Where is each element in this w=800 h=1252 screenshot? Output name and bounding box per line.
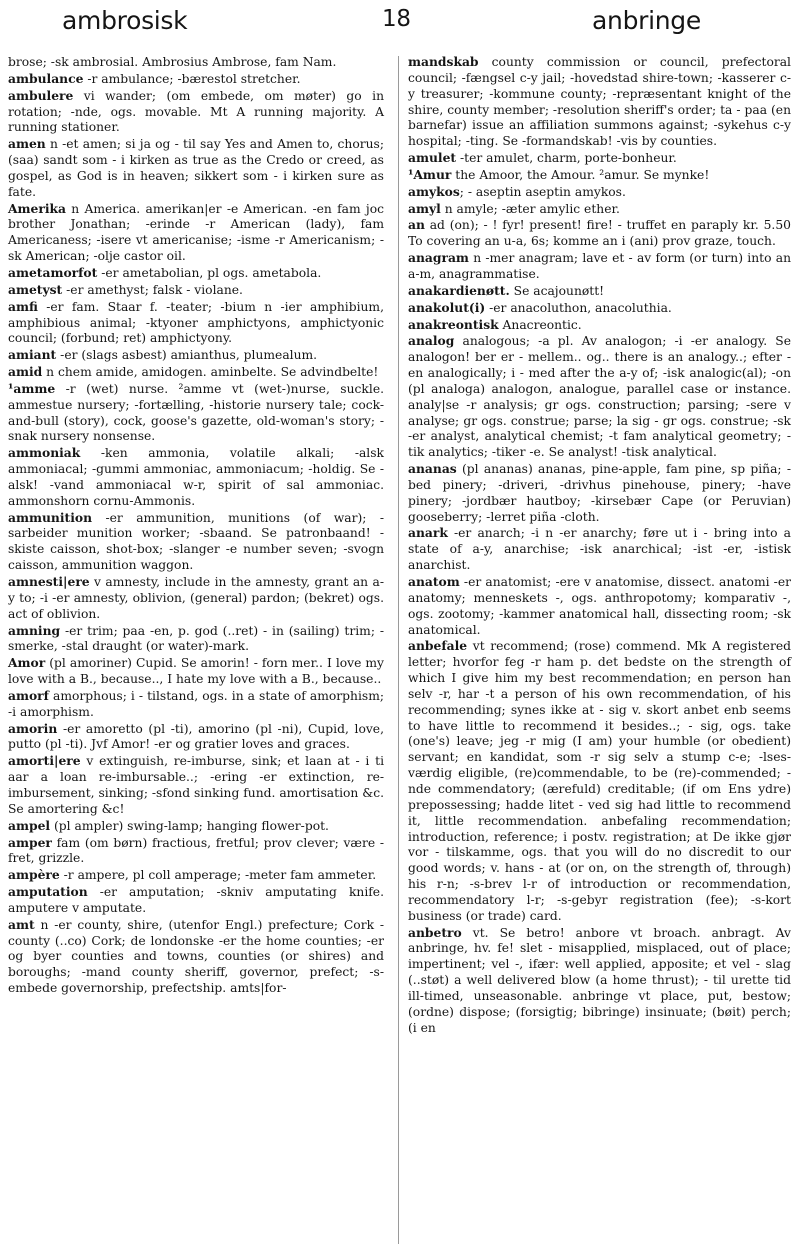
- dictionary-entry: [408, 638, 791, 924]
- entry-text: ; - aseptin aseptin amykos.: [459, 184, 626, 199]
- entry-text: -er amputation; -skniv amputating knife. amputere v amputate.: [8, 885, 384, 915]
- entry-text: n amyle; -æter amylic ether.: [440, 201, 620, 216]
- entry-headword: ¹Amur: [408, 166, 452, 182]
- dictionary-entry: [8, 445, 384, 509]
- entry-headword: Amor: [8, 655, 46, 671]
- entry-headword: an: [408, 217, 425, 233]
- entry-text: vt recommend; (rose) commend. Mk A registered letter; hvorfor feg -r ham p. det bedste on the strength of which I give him my best recommendation; en person han selv -r, har -t a person of his own recommendation, of his recommending; synes ikke at - sig v. skort anbet enb seems to have little to recommend it besides..; - sig, ogs. take (one's) leave; jeg -r mig (I am) your humble (or obedient) servant; en kandidat, som -r sig selv a stump c-e; -lses-værdig eligible, (re)commendable, to be (re)-commended; -nde commendatory; (ærefuld) creditable; (if om Ens ydre) prepossessing; hadde litet - ved sig had little to recommend it, little recommendation. anbefaling recommendation; introduction, reference; i postv. registration; at De ikke gjør vor - tilskamme, ogs. that you will do no discredit to our good words; v. hans - at (or on, on the strength of, through) his r-n; -s-brev l-r of introduction or recommendation, recommendatory l-r; -s-gebyr registration (fee); -s-kort business (or trade) card.: [408, 639, 791, 923]
- entry-text: n America. amerikan|er -e American. -en fam joc brother Jonathan; -erinde -r American (lady), fam Americaness; -isere vt americanise; -isme -r Americanism; -sk American; -olje castor oil.: [8, 201, 384, 264]
- header-page-number: 18: [382, 6, 411, 32]
- entry-headword: ametamorfot: [8, 264, 98, 280]
- dictionary-entry: [8, 88, 384, 137]
- entry-text: -er amethyst; falsk - violane.: [62, 282, 243, 297]
- dictionary-entry: [8, 510, 384, 574]
- dictionary-entry: [8, 54, 384, 71]
- entry-text: -er anarch; -i n -er anarchy; føre ut i - bring into a state of a-y, anarchise; -isk anarchical; -ist -er, -istisk anarchist.: [408, 526, 791, 573]
- dictionary-entry: [408, 461, 791, 525]
- dictionary-entry: [408, 300, 791, 317]
- entry-text: vi wander; (om embede, om møter) go in rotation; -nde, ogs. movable. Mt A running majority. A running stationer.: [8, 88, 384, 135]
- entry-headword: amyl: [408, 200, 441, 216]
- entry-headword: ananas: [408, 461, 457, 477]
- entry-text: -ken ammonia, volatile alkali; -alsk ammoniacal; -gummi ammoniac, ammoniacum; -holdig. Se -alsk! -vand ammoniacal w-r, spirit of sal ammoniac. ammonshorn cornu-Ammonis.: [8, 446, 384, 508]
- dictionary-entry: [8, 753, 384, 817]
- entry-text: -er ammunition, munitions (of war); -sarbeider munition worker; -sbaand. Se patronbaand! -skiste caisson, shot-box; -slanger -e number seven; -svogn caisson, ammunition waggon.: [8, 510, 384, 573]
- dictionary-entry: [408, 201, 791, 218]
- entry-headword: amfi: [8, 298, 38, 314]
- entry-text: -r ambulance; -bærestol stretcher.: [83, 71, 301, 86]
- entry-text: -r ampere, pl coll amperage; -meter fam ammeter.: [59, 868, 377, 883]
- entry-text: -er trim; paa -en, p. god (..ret) - in (sailing) trim; -smerke, -stal draught (or water)-mark.: [8, 623, 384, 654]
- entry-headword: ampel: [8, 817, 51, 833]
- dictionary-entry: [8, 381, 384, 445]
- entry-headword: anbefale: [408, 638, 468, 654]
- dictionary-entry: [8, 574, 384, 623]
- dictionary-entry: [408, 333, 791, 461]
- entry-headword: anatom: [408, 574, 460, 589]
- left-column: [8, 54, 384, 997]
- entry-text: (pl amoriner) Cupid. Se amorin! - forn mer.. I love my love with a B., because.., I hate my love with a B., because..: [8, 656, 384, 687]
- entry-headword: amulet: [408, 150, 457, 166]
- dictionary-entry: [408, 54, 791, 150]
- entry-headword: ambulance: [8, 70, 84, 86]
- entry-text: -r (wet) nurse. ²amme vt (wet-)nurse, suckle. ammestue nursery; -fortælling, -historie nursery tale; cock-and-bull (story), cock, goose's gazette, old-woman's story; -snak nursery nonsense.: [8, 381, 384, 444]
- entry-headword: ammunition: [8, 509, 93, 525]
- entry-text: brose; -sk ambrosial. Ambrosius Ambrose, fam Nam.: [8, 55, 337, 69]
- entry-text: ad (on); - ! fyr! present! fire! - truffet en paraply kr. 5.50 To covering an u-a, 6s; komme an i (ani) prov graze, touch.: [408, 218, 791, 249]
- entry-headword: ampère: [8, 867, 60, 883]
- dictionary-entry: [8, 347, 384, 364]
- dictionary-entry: [408, 217, 791, 250]
- dictionary-entry: [8, 655, 384, 688]
- dictionary-entry: [8, 818, 384, 835]
- dictionary-entry: [8, 299, 384, 348]
- entry-text: -er fam. Staar f. -teater; -bium n -ier amphibium, amphibious animal; -ktyoner amphictyons, amphictyonic council; (forbund; ret) amphictyony.: [8, 299, 384, 346]
- dictionary-entry: [8, 867, 384, 884]
- entry-headword: amnesti|ere: [8, 574, 90, 589]
- entry-text: v extinguish, re-imburse, sink; et laan at - i ti aar a loan re-imbursable..; -ering -er extinction, re-imbursement, sinking; -sfond sinking fund. amortisation &c. Se amortering &c!: [8, 754, 384, 816]
- dictionary-entry: [408, 925, 791, 1037]
- entry-headword: amorin: [8, 720, 58, 736]
- entry-headword: amning: [8, 622, 61, 638]
- entry-text: v amnesty, include in the amnesty, grant an a-y to; -i -er amnesty, oblivion, (general) pardon; (bekret) ogs. act of oblivion.: [8, 575, 384, 621]
- entry-headword: amykos: [408, 183, 460, 199]
- entry-text: n -mer anagram; lave et - av form (or turn) into an a-m, anagrammatise.: [408, 251, 791, 281]
- entry-headword: analog: [408, 333, 455, 349]
- dictionary-entry: [8, 835, 384, 868]
- dictionary-entry: [8, 265, 384, 282]
- dictionary-entry: [408, 283, 791, 300]
- dictionary-entry: [8, 917, 384, 997]
- dictionary-entry: [408, 574, 791, 638]
- right-column: [408, 54, 791, 1036]
- entry-text: county commission or council, prefectoral council; -fængsel c-y jail; -hovedstad shire-town; -kasserer c-y treasurer; -kommune county; -repræsentant knight of the shire, county member; -resolution sheriff's order; ta - paa (en barnefar) issue an affiliation summons against; -sykehus c-y hospital; -ting. Se -formandskab! -vis by counties.: [408, 55, 791, 149]
- entry-text: -er anacoluthon, anacoluthia.: [485, 300, 672, 315]
- entry-headword: ambulere: [8, 87, 74, 103]
- entry-headword: amorf: [8, 687, 49, 703]
- dictionary-entry: [8, 688, 384, 721]
- entry-text: -er (slags asbest) amianthus, plumealum.: [56, 348, 318, 363]
- dictionary-entry: [408, 184, 791, 201]
- entry-headword: anakardienøtt.: [408, 282, 510, 298]
- dictionary-entry: [8, 136, 384, 200]
- entry-text: (pl ananas) ananas, pine-apple, fam pine, sp piña; -bed pinery; -driveri, -drivhus pinehouse, pinery; -have pinery; -jordbær hautboy; -kirsebær Cape (or Peruvian) gooseberry; -lerret piña -cloth.: [408, 462, 791, 524]
- entry-headword: amorti|ere: [8, 753, 81, 769]
- header-left-guide-word: ambrosisk: [62, 6, 188, 35]
- dictionary-entry: [408, 317, 791, 334]
- entry-text: Anacreontic.: [498, 317, 582, 332]
- entry-text: -er anatomist; -ere v anatomise, dissect. anatomi -er anatomy; menneskets -, ogs. anthropotomy; komparativ -, ogs. zootomy; -kammer anatomical hall, dissecting room; -sk anatomical.: [408, 575, 791, 637]
- entry-headword: amen: [8, 136, 46, 152]
- entry-headword: amid: [8, 364, 43, 380]
- entry-text: Se acajounøtt!: [509, 283, 605, 298]
- dictionary-entry: [408, 525, 791, 574]
- entry-text: n chem amide, amidogen. aminbelte. Se advindbelte!: [42, 365, 379, 380]
- entry-headword: ametyst: [8, 281, 63, 297]
- entry-text: n -er county, shire, (utenfor Engl.) prefecture; Cork - county (..co) Cork; de londonske -er the home counties; -er og byer counties and towns, counties (or shires) and boroughs; -mand county sheriff, governor, prefect; -s-embede governorship, prefectship. amts|for-: [8, 917, 384, 996]
- entry-headword: ¹amme: [8, 380, 56, 396]
- header-right-guide-word: anbringe: [592, 6, 701, 35]
- entry-headword: anbetro: [408, 924, 462, 940]
- entry-text: the Amoor, the Amour. ²amur. Se mynke!: [451, 167, 710, 182]
- dictionary-entry: [8, 282, 384, 299]
- entry-headword: amt: [8, 916, 35, 932]
- entry-headword: anark: [408, 525, 448, 541]
- entry-text: -er ametabolian, pl ogs. ametabola.: [97, 265, 322, 280]
- entry-text: (pl ampler) swing-lamp; hanging flower-pot.: [50, 818, 329, 833]
- entry-headword: amiant: [8, 347, 57, 363]
- dictionary-entry: [8, 201, 384, 265]
- entry-text: -er amoretto (pl -ti), amorino (pl -ni), Cupid, love, putto (pl -ti). Jvf Amor! -er og gratier loves and graces.: [8, 721, 384, 752]
- page-header: [0, 0, 800, 46]
- column-divider: [398, 56, 399, 1244]
- entry-text: fam (om børn) fractious, fretful; prov clever; være - fret, grizzle.: [8, 835, 384, 866]
- entry-headword: anakolut(i): [408, 299, 486, 315]
- entry-headword: anakreontisk: [408, 316, 499, 332]
- dictionary-entry: [8, 721, 384, 754]
- entry-headword: amputation: [8, 884, 88, 900]
- entry-headword: anagram: [408, 250, 469, 266]
- entry-text: analogous; -a pl. Av analogon; -i -er analogy. Se analogon! ber er - mellem.. og.. there is an analogy..; efter -en analogically; i - med after the a-y of; -isk analogic(al); -on (pl analoga) analogon, analogue, parallel case or instance. analy|se -r analysis; gr ogs. construction; parsing; -sere v analyse; gr ogs. construe; parse; la sig - gr ogs. construe; -sk -er analyst, analytical chemist; -t fam analytical geometry; -tik analytics; -tiker -e. Se analyst! -tisk analytical.: [408, 334, 791, 460]
- entry-text: -ter amulet, charm, porte-bonheur.: [456, 151, 677, 166]
- dictionary-entry: [408, 167, 791, 184]
- entry-headword: mandskab: [408, 54, 479, 69]
- entry-text: n -et amen; si ja og - til say Yes and Amen to, chorus; (saa) sandt som - i kirken as true as the Credo or creed, as gospel, as God is in heaven; sikkert som - i kirken sure as fate.: [8, 137, 384, 199]
- entry-headword: ammoniak: [8, 445, 81, 461]
- dictionary-entry: [8, 71, 384, 88]
- entry-headword: Amerika: [8, 200, 67, 216]
- dictionary-entry: [8, 364, 384, 381]
- dictionary-entry: [8, 623, 384, 656]
- entry-text: amorphous; i - tilstand, ogs. in a state of amorphism; -i amorphism.: [8, 688, 384, 719]
- entry-text: vt. Se betro! anbore vt broach. anbragt. Av anbringe, hv. fe! slet - misapplied, misplaced, out of place; impertinent; vel -, ifær: well applied, apposite; et vel - slag (..støt) a well delivered blow (a home thrust); - til urette tid ill-timed, unseasonable. anbringe vt place, put, bestow; (ordne) dispose; (forsigtig; bibringe) insinuate; (bøit) perch; (i en: [408, 925, 791, 1035]
- dictionary-entry: [8, 884, 384, 917]
- dictionary-entry: [408, 250, 791, 283]
- dictionary-entry: [408, 150, 791, 167]
- entry-headword: amper: [8, 834, 52, 850]
